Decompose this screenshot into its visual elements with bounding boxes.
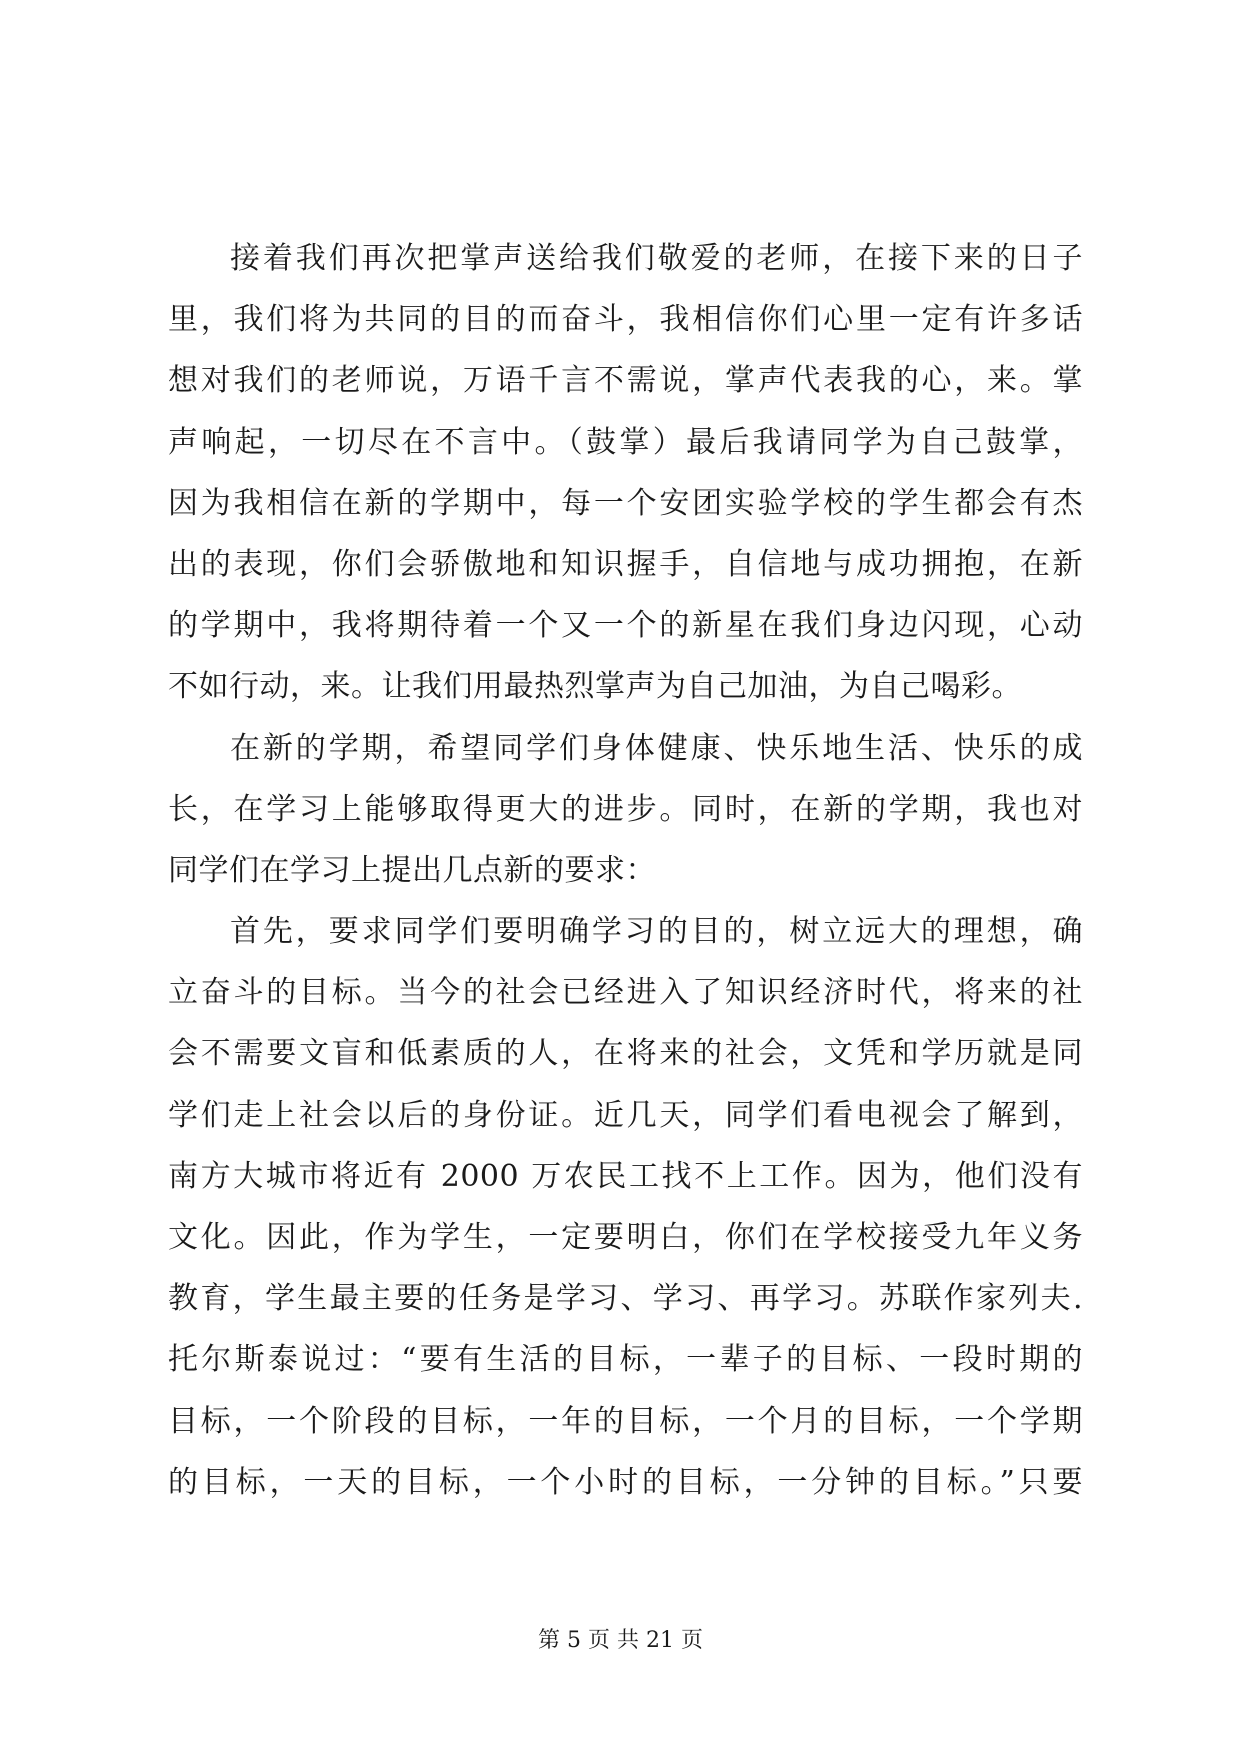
body-text [168,228,1083,1513]
page-footer: 第 5 页 共 21 页 [538,1628,703,1653]
text-line: 会不需要文盲和低素质的人，在将来的社会，文凭和学历就是同 [168,1036,1083,1072]
text-line: 首先，要求同学们要明确学习的目的，树立远大的理想，确 [230,914,1083,950]
text-line: 里，我们将为共同的目的而奋斗，我相信你们心里一定有许多话 [168,302,1083,338]
text-line: 托尔斯泰说过：“要有生活的目标，一辈子的目标、一段时期的 [168,1342,1083,1378]
text-line: 因为我相信在新的学期中，每一个安团实验学校的学生都会有杰 [168,485,1083,521]
text-line: 接着我们再次把掌声送给我们敬爱的老师，在接下来的日子 [230,241,1083,276]
text-line: 文化。因此，作为学生，一定要明白，你们在学校接受九年义务 [168,1220,1083,1255]
text-line: 学们走上社会以后的身份证。近几天，同学们看电视会了解到， [168,1097,1083,1133]
text-line: 不如行动，来。让我们用最热烈掌声为自己加油，为自己喝彩。 [168,669,1022,705]
text-line: 立奋斗的目标。当今的社会已经进入了知识经济时代，将来的社 [168,975,1083,1011]
text-line: 出的表现，你们会骄傲地和知识握手，自信地与成功拥抱，在新 [168,546,1083,582]
text-line: 声响起，一切尽在不言中。（鼓掌）最后我请同学为自己鼓掌， [168,424,1083,460]
text-line: 在新的学期，希望同学们身体健康、快乐地生活、快乐的成 [230,730,1083,766]
text-line: 想对我们的老师说，万语千言不需说，掌声代表我的心，来。掌 [168,363,1083,399]
text-line: 同学们在学习上提出几点新的要求： [168,852,656,888]
text-line: 的学期中，我将期待着一个又一个的新星在我们身边闪现，心动 [168,608,1083,644]
text-line: 目标，一个阶段的目标，一年的目标，一个月的目标，一个学期 [168,1403,1083,1439]
text-line: 的目标，一天的目标，一个小时的目标，一分钟的目标。”只要 [168,1464,1083,1500]
text-line: 南方大城市将近有 2000 万农民工找不上工作。因为，他们没有 [168,1158,1083,1194]
text-line: 长，在学习上能够取得更大的进步。同时，在新的学期，我也对 [168,791,1083,827]
text-line: 教育，学生最主要的任务是学习、学习、再学习。苏联作家列夫. [168,1281,1083,1317]
